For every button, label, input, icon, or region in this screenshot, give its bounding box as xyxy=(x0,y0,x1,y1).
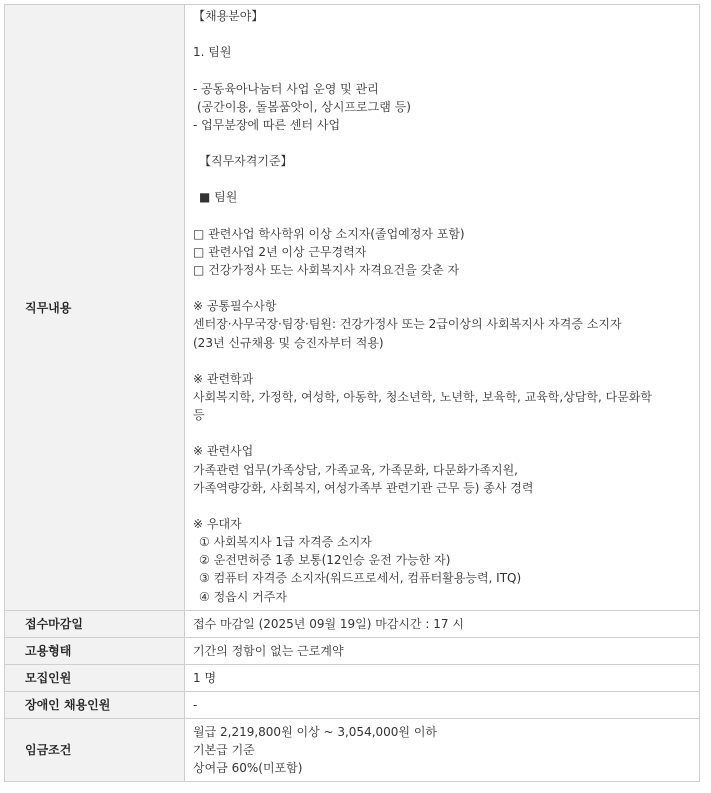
job-description-row xyxy=(5,5,700,611)
employment-type-value: 기간의 정함이 없는 근로계약 xyxy=(185,637,700,664)
job-line: □ 건강가정사 또는 사회복지사 자격요건을 갖춘 자 xyxy=(193,262,460,277)
job-line: □ 관련사업 학사학위 이상 소지자(졸업예정자 포함) xyxy=(193,226,465,241)
job-line: ※ 관련학과 xyxy=(193,371,254,386)
job-description-label: 직무내용 xyxy=(5,5,185,611)
job-line: - 공동육아나눔터 사업 운영 및 관리 xyxy=(193,81,379,96)
job-line: 【채용분야】 xyxy=(193,9,264,23)
deadline-row xyxy=(5,610,700,637)
openings-label: 모집인원 xyxy=(5,664,185,691)
pay-content xyxy=(185,718,700,781)
job-line: 센터장·사무국장·팀장·팀원: 건강가정사 또는 2급이상의 사회복지사 자격증 소지자 xyxy=(193,317,622,332)
employment-type-label: 고용형태 xyxy=(5,637,185,664)
pay-line: 월급 2,219,800원 이상 ~ 3,054,000원 이하 xyxy=(193,724,438,739)
openings-row xyxy=(5,664,700,691)
job-line: (공간이용, 돌봄품앗이, 상시프로그램 등) xyxy=(197,99,411,114)
openings-value: 1 명 xyxy=(185,664,700,691)
recruitment-info-table xyxy=(4,4,700,782)
job-line: 가족역량강화, 사회복지, 여성가족부 관련기관 근무 등) 종사 경력 xyxy=(193,480,534,495)
pay-line: 기본급 기준 xyxy=(193,742,255,757)
job-line: ① 사회복지사 1급 자격증 소지자 xyxy=(199,535,372,550)
job-line: (23년 신규채용 및 승진자부터 적용) xyxy=(193,335,384,350)
job-line: ③ 컴퓨터 자격증 소지자(워드프로세서, 컴퓨터활용능력, ITQ) xyxy=(199,571,522,586)
job-description-content xyxy=(185,5,700,611)
job-line: 가족관련 업무(가족상담, 가족교육, 가족문화, 다문화가족지원, xyxy=(193,462,518,477)
job-line: ※ 공통필수사항 xyxy=(193,299,277,314)
deadline-label: 접수마감일 xyxy=(5,610,185,637)
disabled-hiring-value: - xyxy=(185,691,700,718)
disabled-hiring-row xyxy=(5,691,700,718)
job-line: ④ 정읍시 거주자 xyxy=(199,589,287,604)
job-line: ② 운전면허증 1종 보통(12인승 운전 가능한 자) xyxy=(199,553,451,568)
job-line: 1. 팀원 xyxy=(193,45,232,60)
job-line: 등 xyxy=(193,408,205,423)
job-line: - 업무분장에 따른 센터 사업 xyxy=(193,117,341,132)
job-line: 사회복지학, 가정학, 여성학, 아동학, 청소년학, 노년학, 보육학, 교육학,상담학, 다문화학 xyxy=(193,389,652,404)
job-line: 【직무자격기준】 xyxy=(199,154,293,169)
job-line: □ 관련사업 2년 이상 근무경력자 xyxy=(193,244,367,259)
pay-label: 임금조건 xyxy=(5,718,185,781)
deadline-value: 접수 마감일 (2025년 09월 19일) 마감시간 : 17 시 xyxy=(185,610,700,637)
job-line: ※ 우대자 xyxy=(193,516,242,531)
disabled-hiring-label: 장애인 채용인원 xyxy=(5,691,185,718)
job-line: ※ 관련사업 xyxy=(193,444,254,459)
pay-row xyxy=(5,718,700,781)
employment-type-row xyxy=(5,637,700,664)
job-line: ■ 팀원 xyxy=(199,190,238,205)
pay-line: 상여금 60%(미포함) xyxy=(193,760,303,775)
